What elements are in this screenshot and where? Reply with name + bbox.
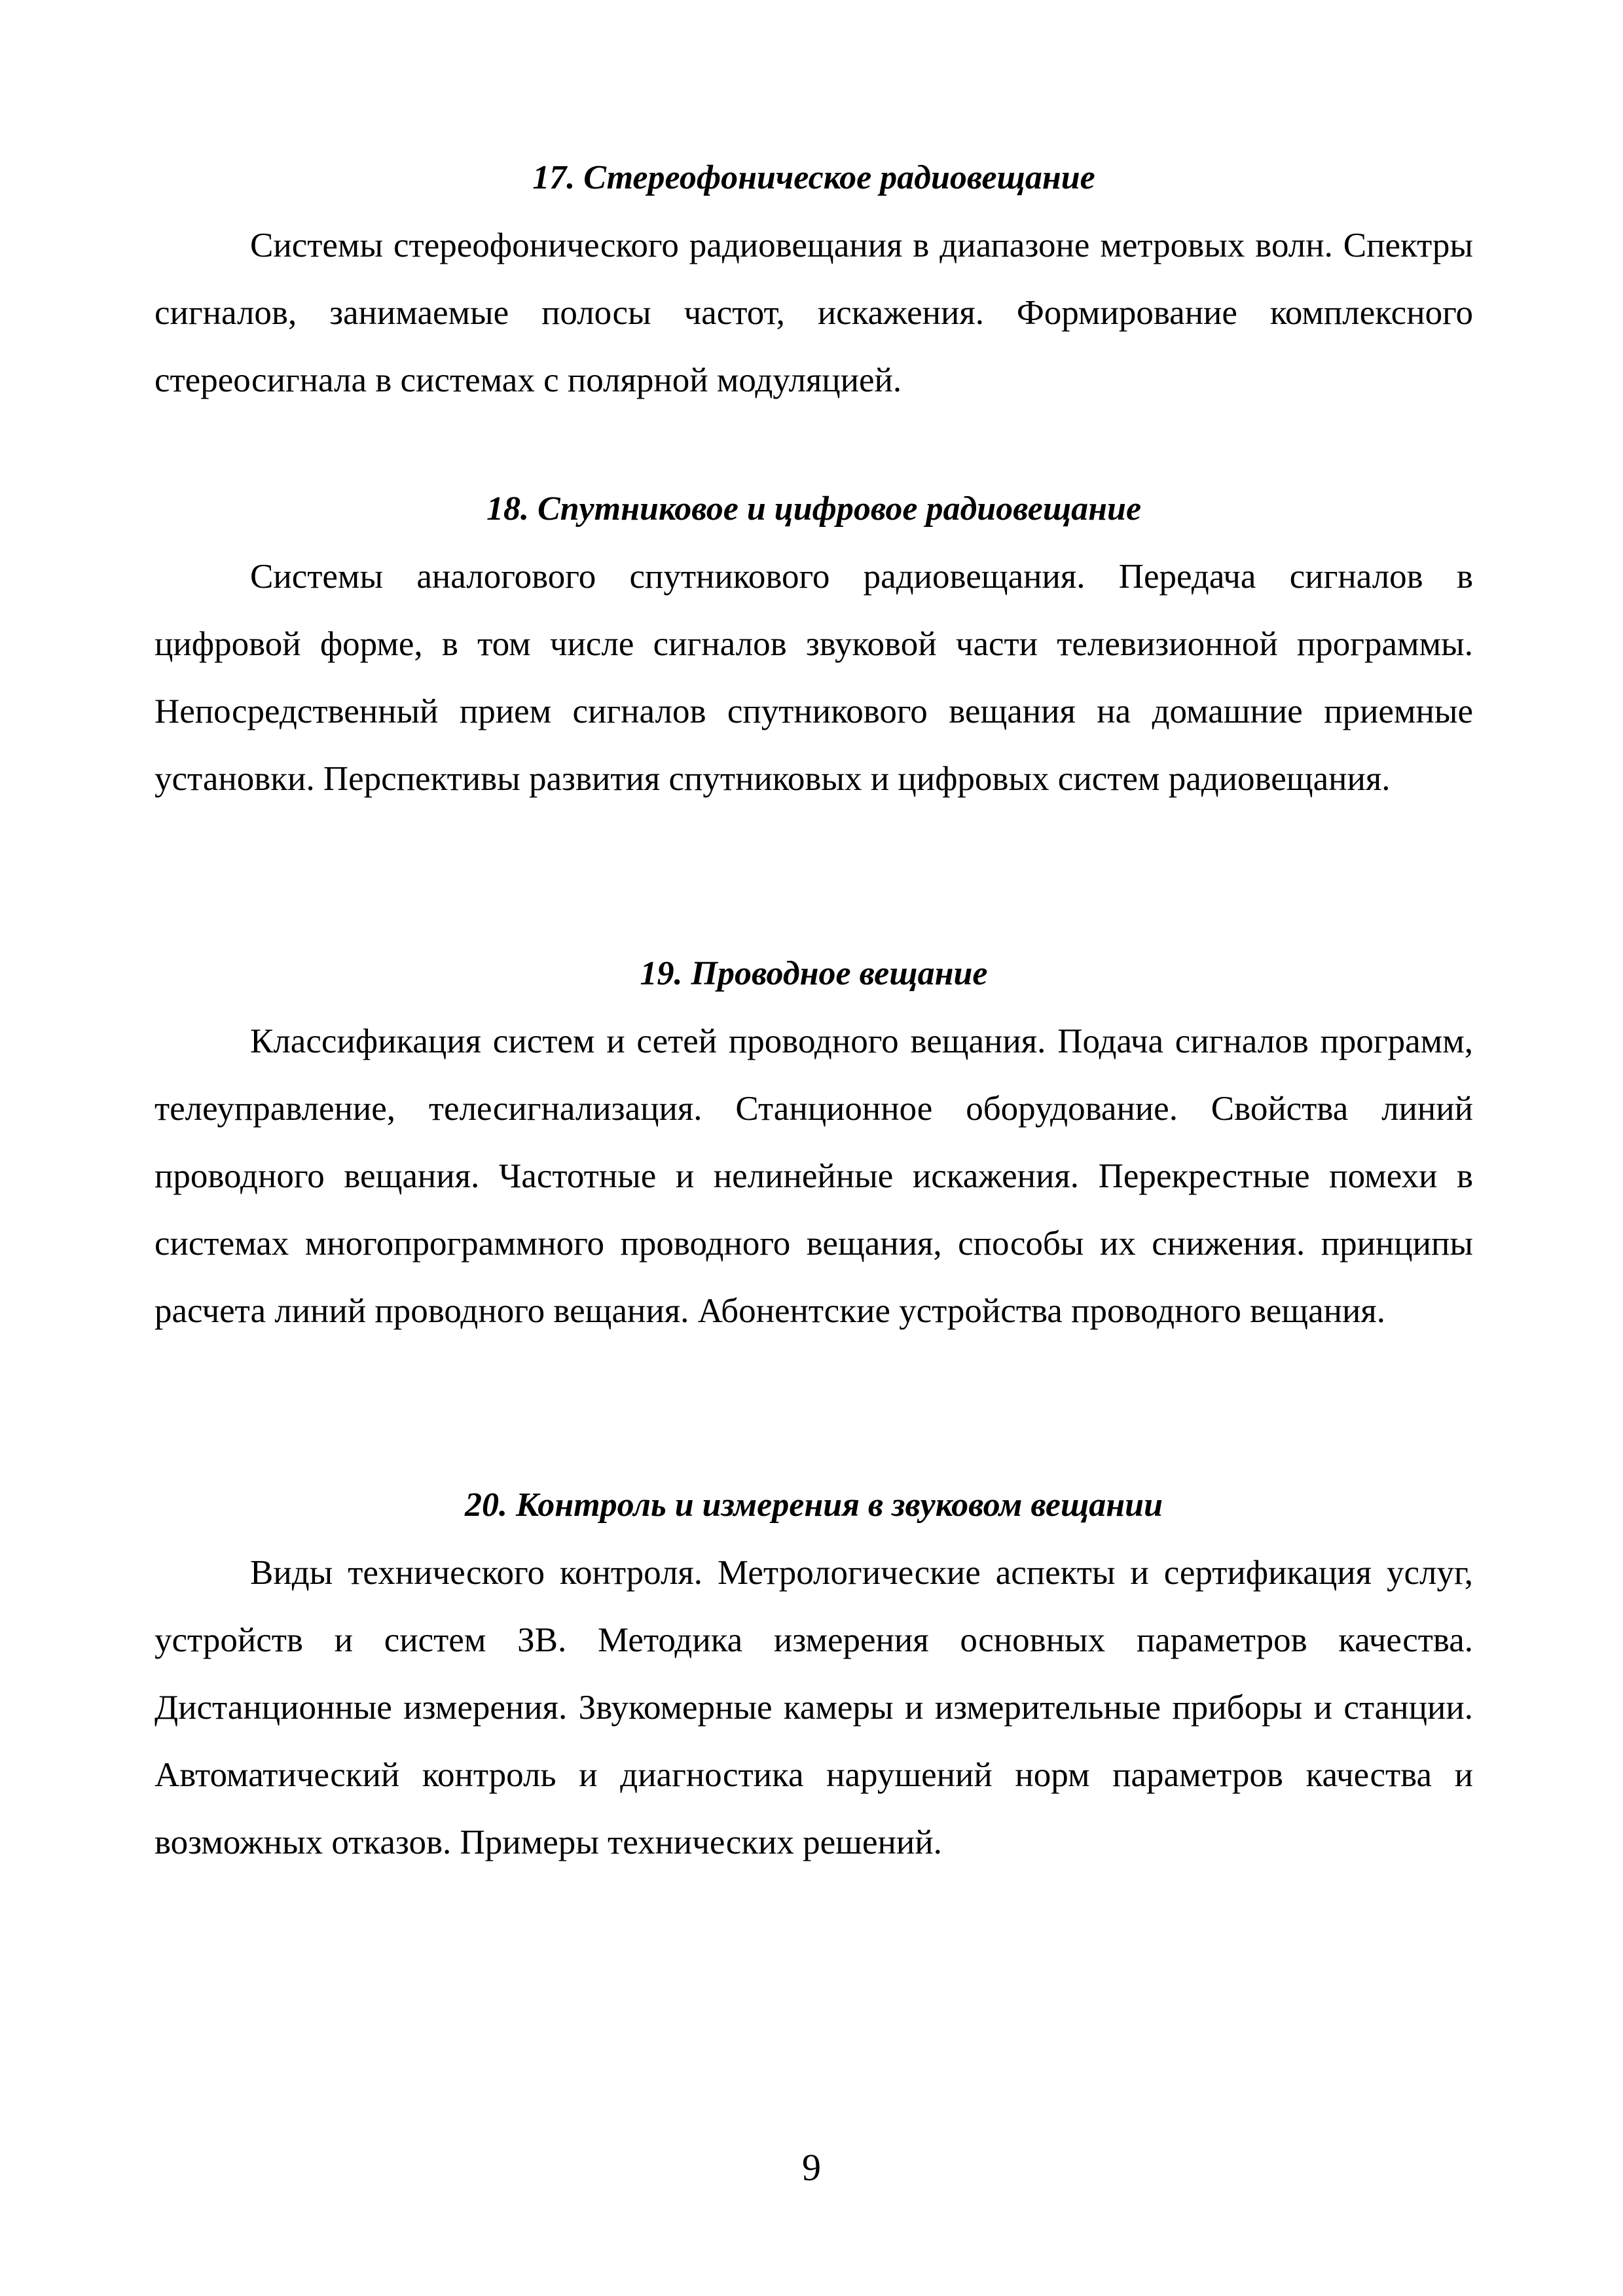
section-paragraph: Классификация систем и сетей проводного вещания. Подача сигналов программ, телеуправление, телесигнализация. Станционное оборудование. Свойства линий проводного вещания. Частотные и нелинейные искажения. Перекрестные помехи в системах многопрограммного проводного вещания, способы их снижения. принципы расчета линий проводного вещания. Абонентские устройства проводного вещания.: [155, 1022, 1473, 1330]
section-heading: 19. Проводное вещание: [640, 955, 988, 992]
section-paragraph: Системы аналогового спутникового радиовещания. Передача сигналов в цифровой форме, в том числе сигналов звуковой части телевизионной программы. Непосредственный прием сигналов спутникового вещания на домашние приемные установки. Перспективы развития спутниковых и цифровых систем радиовещания.: [155, 558, 1473, 798]
section-20: [155, 1471, 1473, 1876]
section-17: [155, 144, 1473, 414]
section-heading: 20. Контроль и измерения в звуковом вещании: [464, 1486, 1163, 1524]
section-18: [155, 475, 1473, 813]
section-heading: 17. Стереофоническое радиовещание: [532, 159, 1095, 196]
section-heading: 18. Спутниковое и цифровое радиовещание: [486, 490, 1142, 528]
page-number: 9: [802, 2146, 821, 2189]
section-19: [155, 940, 1473, 1345]
section-paragraph: Системы стереофонического радиовещания в диапазоне метровых волн. Спектры сигналов, занимаемые полосы частот, искажения. Формирование комплексного стереосигнала в системах с полярной модуляцией.: [155, 226, 1473, 399]
section-paragraph: Виды технического контроля. Метрологические аспекты и сертификация услуг, устройств и систем ЗВ. Методика измерения основных параметров качества. Дистанционные измерения. Звукомерные камеры и измерительные приборы и станции. Автоматический контроль и диагностика нарушений норм параметров качества и возможных отказов. Примеры технических решений.: [155, 1554, 1473, 1861]
